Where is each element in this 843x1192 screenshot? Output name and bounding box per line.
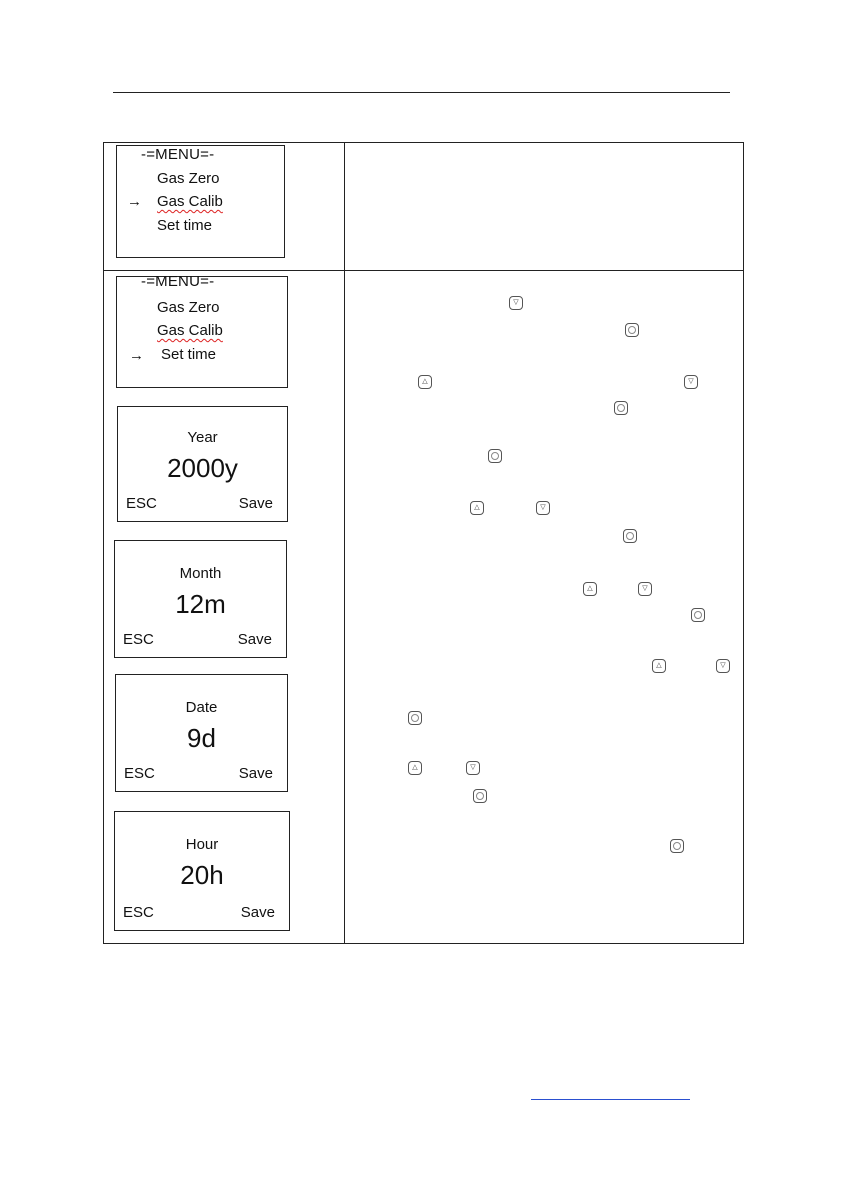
ok-button-icon xyxy=(614,401,628,415)
down-button-icon: ▽ xyxy=(536,501,550,515)
screen-value: 12m xyxy=(175,589,226,619)
save-label: Save xyxy=(238,495,273,512)
up-button-icon: △ xyxy=(583,582,597,596)
ok-button-icon xyxy=(408,711,422,725)
menu-item-set-time: Set time xyxy=(157,217,213,234)
up-button-icon: △ xyxy=(418,375,432,389)
ok-button-icon xyxy=(670,839,684,853)
menu-item-gas-zero: Gas Zero xyxy=(157,299,220,316)
date-screen xyxy=(115,674,288,792)
screen-label: Date xyxy=(185,699,218,716)
selection-arrow: → xyxy=(127,193,142,210)
menu-item-gas-calib: Gas Calib xyxy=(157,322,223,339)
down-button-icon: ▽ xyxy=(716,659,730,673)
screen-value: 9d xyxy=(187,723,216,753)
row-divider xyxy=(104,270,743,271)
column-divider xyxy=(344,143,345,943)
down-button-icon: ▽ xyxy=(509,296,523,310)
menu-item-gas-calib: Gas Calib xyxy=(157,193,223,210)
menu-title: -=MENU=- xyxy=(141,146,215,163)
footer-link-underline[interactable] xyxy=(531,1098,690,1100)
screen-label: Hour xyxy=(185,836,219,853)
ok-button-icon xyxy=(473,789,487,803)
esc-label: ESC xyxy=(123,631,154,648)
save-label: Save xyxy=(238,765,273,782)
selection-arrow: → xyxy=(129,347,144,364)
year-screen xyxy=(117,406,288,522)
save-label: Save xyxy=(240,904,275,921)
screen-value: 20h xyxy=(180,860,224,890)
menu-item-gas-zero: Gas Zero xyxy=(157,170,220,187)
down-button-icon: ▽ xyxy=(638,582,652,596)
up-button-icon: △ xyxy=(470,501,484,515)
esc-label: ESC xyxy=(124,765,155,782)
up-button-icon: △ xyxy=(652,659,666,673)
up-button-icon: △ xyxy=(408,761,422,775)
screen-label: Year xyxy=(187,429,218,446)
menu-item-set-time: Set time xyxy=(161,346,217,363)
down-button-icon: ▽ xyxy=(466,761,480,775)
esc-label: ESC xyxy=(126,495,157,512)
ok-button-icon xyxy=(488,449,502,463)
down-button-icon: ▽ xyxy=(684,375,698,389)
screen-label: Month xyxy=(179,565,222,582)
ok-button-icon xyxy=(691,608,705,622)
menu-screen-gas-calib xyxy=(116,145,285,258)
header-rule xyxy=(113,92,730,93)
ok-button-icon xyxy=(625,323,639,337)
ok-button-icon xyxy=(623,529,637,543)
instruction-table xyxy=(103,142,744,944)
month-screen xyxy=(114,540,287,658)
menu-screen-set-time xyxy=(116,273,288,388)
screen-value: 2000y xyxy=(167,453,238,483)
menu-title: -=MENU=- xyxy=(141,273,215,290)
esc-label: ESC xyxy=(123,904,154,921)
save-label: Save xyxy=(237,631,272,648)
hour-screen xyxy=(114,811,290,931)
